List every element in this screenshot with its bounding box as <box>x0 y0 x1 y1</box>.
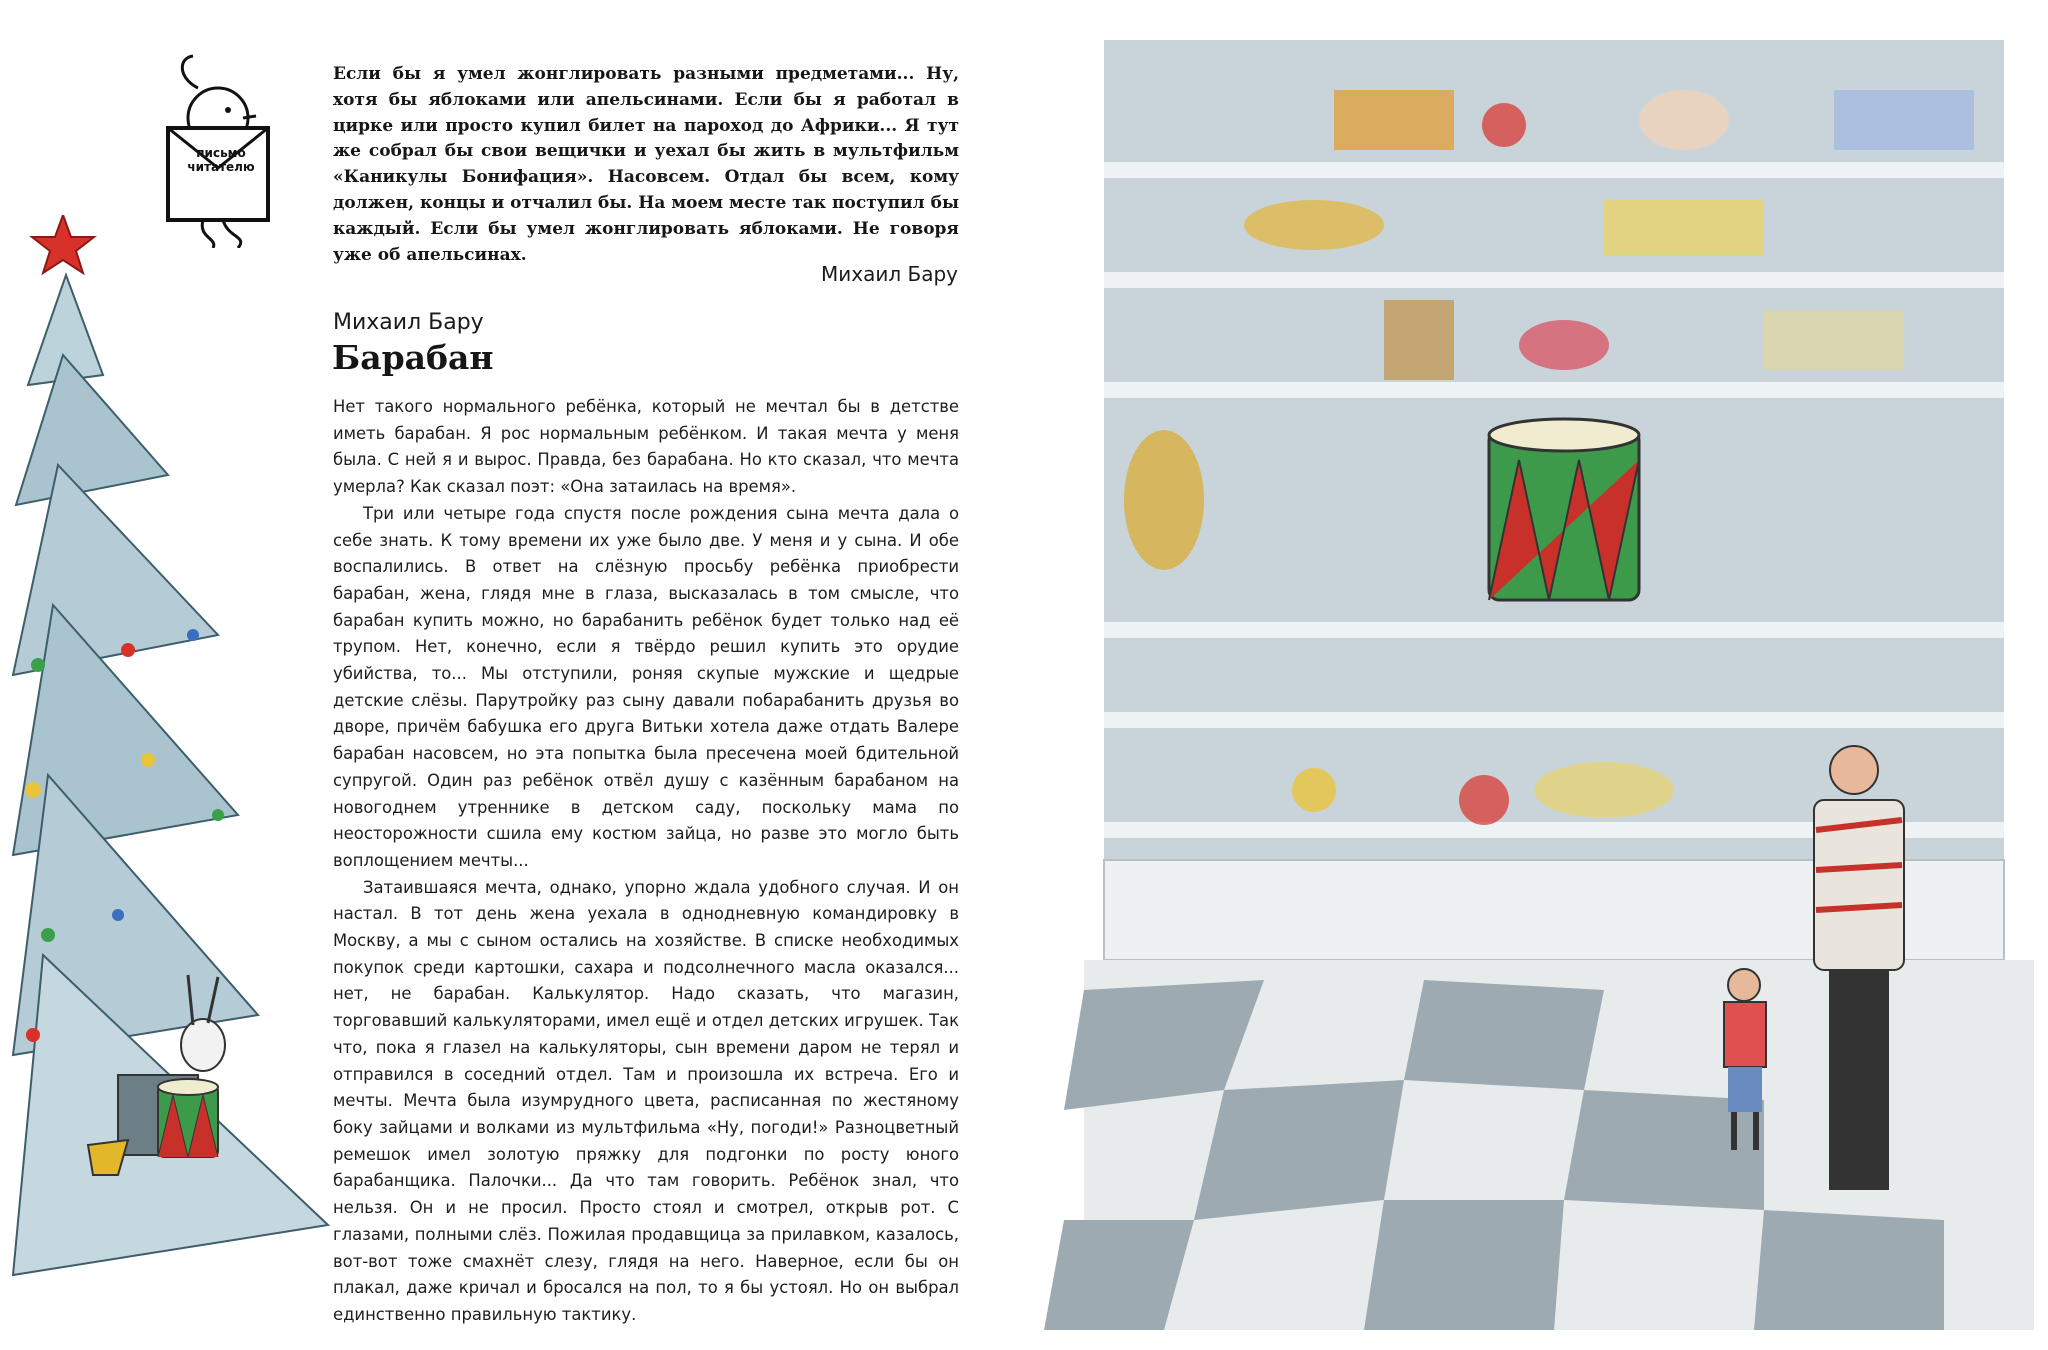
christmas-tree-illustration <box>8 215 338 1335</box>
right-page <box>1024 0 2048 1350</box>
story-title: Барабан <box>332 338 494 377</box>
letter-to-reader-badge <box>158 48 308 248</box>
story-author: Михаил Бару <box>333 310 484 335</box>
epigraph-text: Если бы я умел жонглировать разными предметами... Ну, хотя бы яблоками или апельсинами. Если бы я работал в цирке или просто купил билет на пароход до Африки... Я тут же собрал бы свои вещички и уехал бы жить в мультфильм «Каникулы Бонифация». Насовсем. Отдал бы всем, кому должен, концы и отчалил бы. На моем месте так поступил бы каждый. Если бы умел жонглировать яблоками. Не говоря уже об апельсинах. <box>333 64 959 265</box>
story-paragraph: Нет такого нормального ребёнка, который не мечтал бы в детстве иметь барабан. Я рос нормальным ребёнком. И такая мечта у меня была. С ней я и вырос. Правда, без барабана. Но кто сказал, что мечта умерла? Как сказал поэт: «Она затаилась на время». <box>333 397 959 497</box>
toy-store-illustration <box>1044 30 2034 1330</box>
epigraph-author: Михаил Бару <box>821 262 958 286</box>
tree-star <box>32 215 94 273</box>
badge-label <box>174 146 268 174</box>
story-paragraph: Три или четыре года спустя после рождения сына мечта дала о себе знать. К тому времени их уже было две. У меня и у сына. И обе воспалились. В ответ на слёзную просьбу ребёнка приобрести барабан, жена, глядя мне в глаза, высказалась в том смысле, что барабан купить можно, но барабанить ребёнок будет только над её трупом. Нет, конечно, если я твёрдо решил купить это орудие убийства, то... Мы отступили, роняя скупые мужские и щедрые детские слёзы. Парутройку раз сыну давали побарабанить друзья во дворе, причём бабушка его друга Витьки хотела даже отдать Валере барабан насовсем, но эта попытка была пресечена моей бдительной супругой. Один раз ребёнок отвёл душу с казённым барабаном на новогоднем утреннике в детском саду, поскольку мама по неосторожности сшила ему костюм зайца, но разве это могло быть воплощением мечты... <box>333 503 959 870</box>
story-paragraph: Затаившаяся мечта, однако, упорно ждала удобного случая. И он настал. В тот день жена уехала в однодневную командировку в Москву, а мы с сыном остались на хозяйстве. В списке необходимых покупок среди картошки, сахара и подсолнечного масла оказался... нет, не барабан. Калькулятор. Надо сказать, что магазин, торговавший калькуляторами, имел ещё и отдел детских игрушек. Так что, пока я глазел на калькуляторы, сын времени даром не терял и отправился в соседний отдел. Там и произошла их встреча. Его и мечты. Мечта была изумрудного цвета, расписанная по жестяному боку зайцами и волками из мультфильма «Ну, погоди!» Разноцветный ремешок имел золотую пряжку для подгонки по росту юного барабанщика. Палочки... Да что там говорить. Ребёнок знал, что нельзя. Он и не просил. Просто стоял и смотрел, открыв рот. С глазами, полными слёз. Пожилая продавщица за прилавком, казалось, вот-вот тоже смахнёт слезу, глядя на него. Наверное, если бы он плакал, даже кричал и бросался на пол, то я бы устоял. Но он выбрал единственно правильную тактику. <box>333 877 959 1324</box>
story-body <box>333 394 959 1329</box>
badge-label-line-2: читателю <box>187 160 255 174</box>
badge-label-line-1: письмо <box>196 146 246 160</box>
